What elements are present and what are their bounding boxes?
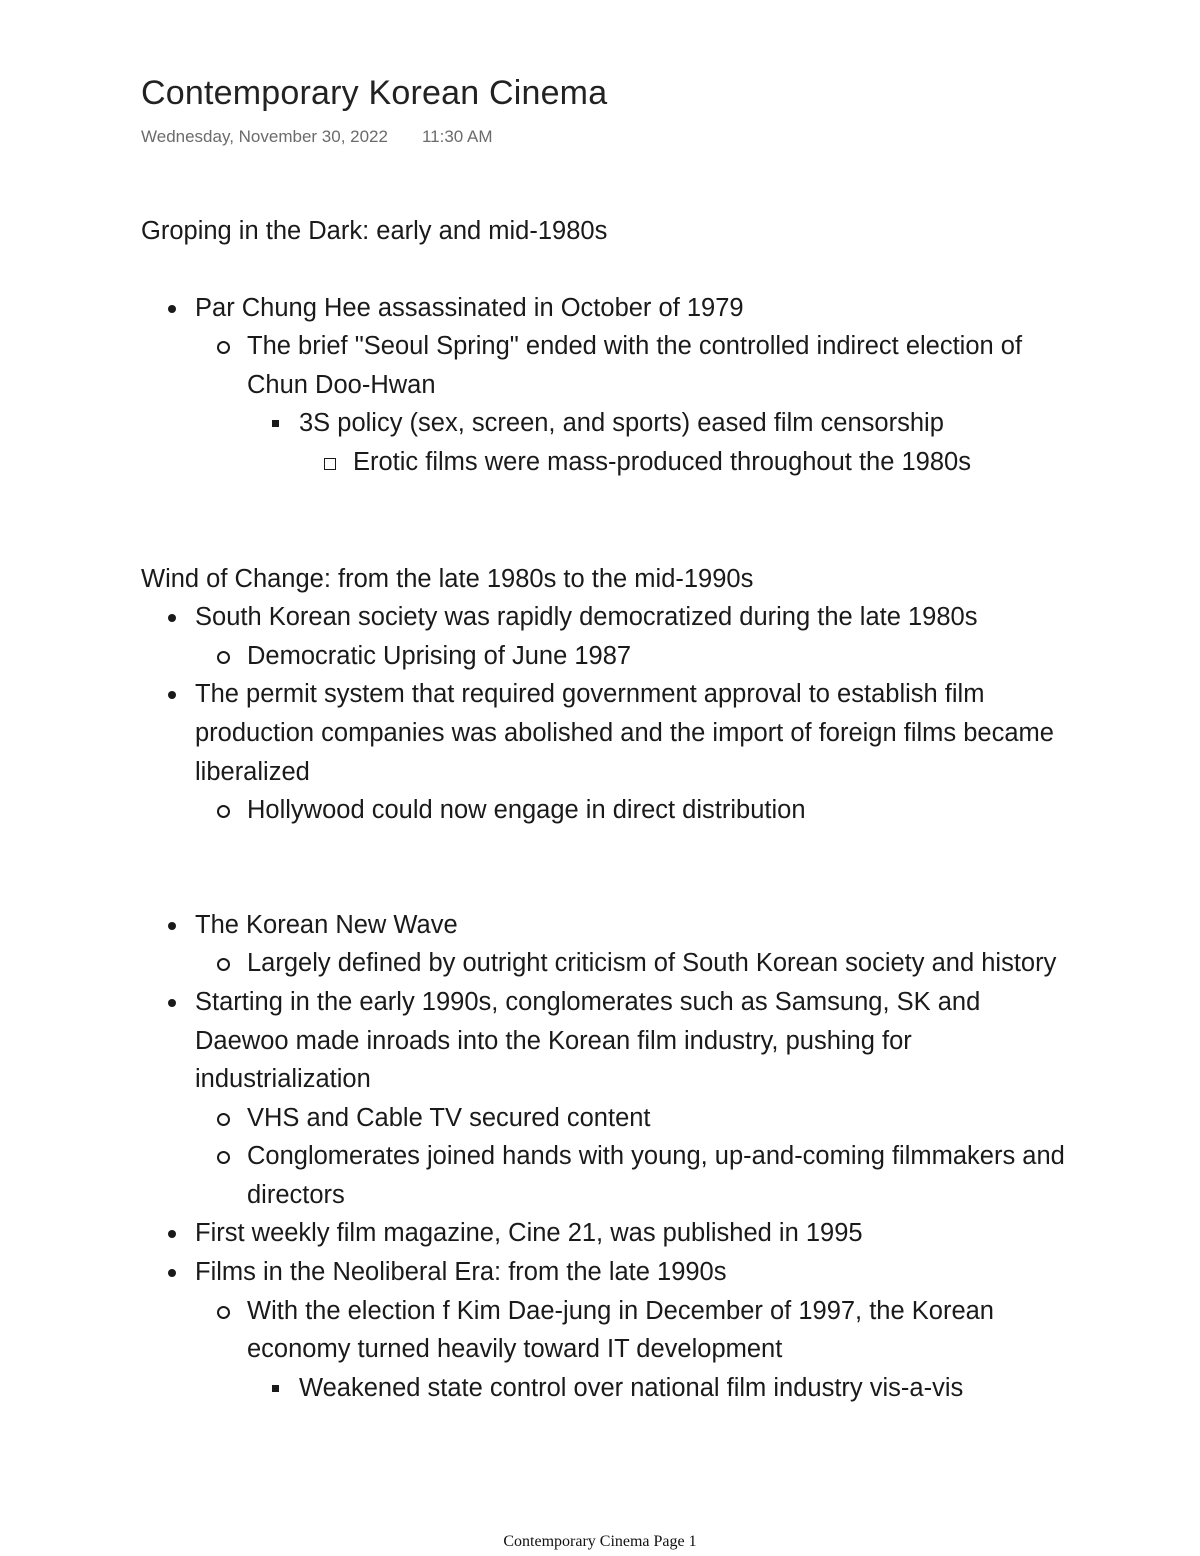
list-item: Democratic Uprising of June 1987 [141, 637, 1071, 676]
list-item: Films in the Neoliberal Era: from the late 1990s [141, 1253, 1071, 1292]
note-body [141, 212, 1071, 1407]
list-item: Conglomerates joined hands with young, up-and-coming filmmakers and directors [141, 1137, 1071, 1214]
list-item: Par Chung Hee assassinated in October of 1979 [141, 289, 1071, 328]
note-date: Wednesday, November 30, 2022 [141, 127, 388, 146]
filled-circle-bullet-icon [168, 999, 176, 1007]
bullet-list [141, 289, 1071, 482]
spacer [141, 830, 1071, 906]
hollow-circle-bullet-icon [217, 1113, 230, 1126]
list-item: First weekly film magazine, Cine 21, was published in 1995 [141, 1214, 1071, 1253]
hollow-circle-bullet-icon [217, 1306, 230, 1319]
list-item: South Korean society was rapidly democratized during the late 1980s [141, 598, 1071, 637]
list-item: Weakened state control over national film industry vis-a-vis [141, 1369, 1071, 1408]
list-item: The Korean New Wave [141, 906, 1071, 945]
filled-circle-bullet-icon [168, 922, 176, 930]
filled-square-bullet-icon [272, 420, 279, 427]
filled-circle-bullet-icon [168, 1269, 176, 1277]
hollow-circle-bullet-icon [217, 805, 230, 818]
page-footer: Contemporary Cinema Page 1 [503, 1533, 697, 1550]
list-item: Hollywood could now engage in direct distribution [141, 791, 1071, 830]
list-item: VHS and Cable TV secured content [141, 1099, 1071, 1138]
list-item: The brief "Seoul Spring" ended with the controlled indirect election of Chun Doo-Hwan [141, 327, 1071, 404]
note-time: 11:30 AM [421, 127, 493, 146]
list-item: 3S policy (sex, screen, and sports) eased film censorship [141, 404, 1071, 443]
list-item: Largely defined by outright criticism of South Korean society and history [141, 944, 1071, 983]
hollow-circle-bullet-icon [217, 1151, 230, 1164]
section-heading: Groping in the Dark: early and mid-1980s [141, 217, 608, 245]
filled-circle-bullet-icon [168, 691, 176, 699]
filled-square-bullet-icon [272, 1385, 279, 1392]
section-heading: Wind of Change: from the late 1980s to the mid-1990s [141, 564, 754, 593]
list-item: With the election f Kim Dae-jung in December of 1997, the Korean economy turned heavily toward IT development [141, 1292, 1071, 1369]
list-item: Erotic films were mass-produced throughout the 1980s [141, 443, 1071, 482]
hollow-circle-bullet-icon [217, 341, 230, 354]
filled-circle-bullet-icon [168, 305, 176, 313]
note-metadata [141, 127, 493, 147]
bullet-list [141, 906, 1071, 1408]
hollow-circle-bullet-icon [217, 651, 230, 664]
list-item: Starting in the early 1990s, conglomerates such as Samsung, SK and Daewoo made inroads into the Korean film industry, pushing for industrialization [141, 983, 1071, 1099]
spacer [141, 251, 1071, 289]
bullet-list [141, 598, 1071, 830]
filled-circle-bullet-icon [168, 614, 176, 622]
list-item: The permit system that required government approval to establish film production companies was abolished and the import of foreign films became liberalized [141, 675, 1071, 791]
page-title: Contemporary Korean Cinema [141, 74, 608, 112]
hollow-circle-bullet-icon [217, 958, 230, 971]
filled-circle-bullet-icon [168, 1230, 176, 1238]
spacer [141, 482, 1071, 560]
hollow-square-bullet-icon [324, 458, 336, 470]
